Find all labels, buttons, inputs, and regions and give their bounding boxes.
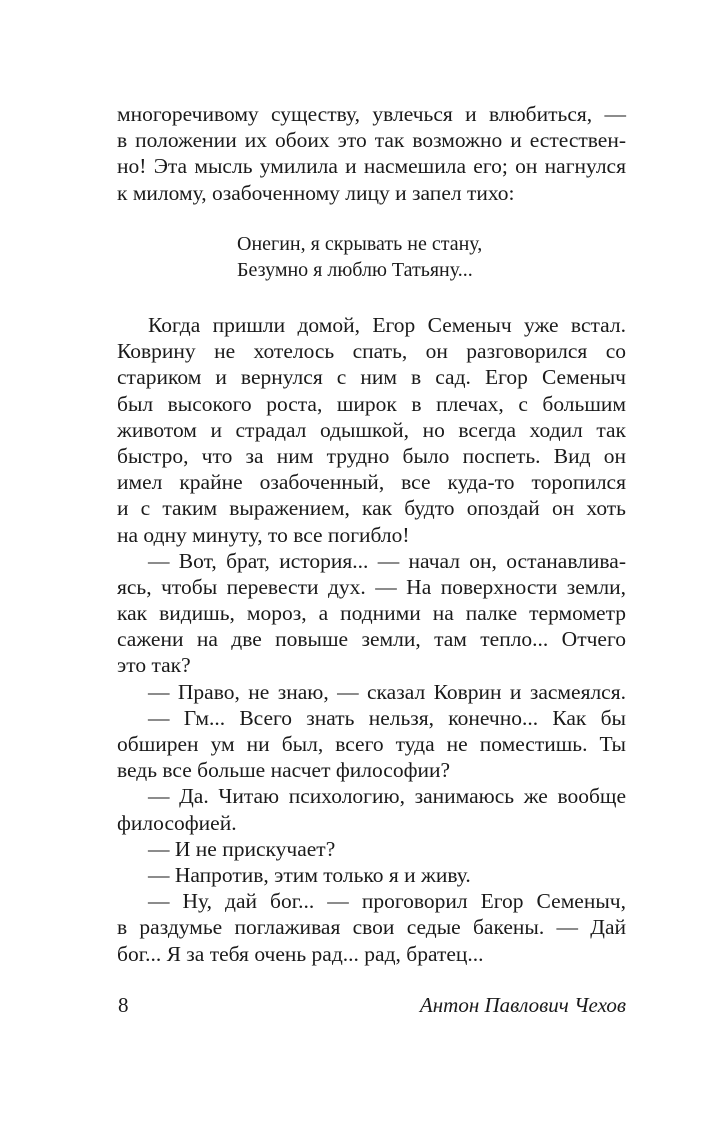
text-line: был высокого роста, широк в плечах, с большим xyxy=(117,391,626,416)
text-line: обширен ум ни был, всего туда не поместишь. Ты xyxy=(117,732,626,756)
text-line: Когда пришли домой, Егор Семеныч уже встал. xyxy=(148,313,626,337)
text-line: быстро, что за ним трудно было поспеть. Вид он xyxy=(117,443,626,468)
text-line: как видишь, мороз, а подними на палке термометр xyxy=(117,601,626,626)
running-footer-author: Антон Павлович Чехов xyxy=(419,993,626,1017)
text-line: имел крайне озабоченный, все куда-то торопился xyxy=(117,470,626,495)
text-line: на одну минуту, то все погибло! xyxy=(117,522,410,547)
text-line: но! Эта мысль умилила и насмешила его; он нагнулся xyxy=(117,154,626,179)
verse-line: Онегин, я скрывать не стану, xyxy=(237,233,483,255)
text-line: бог... Я за тебя очень рад... рад, братец... xyxy=(117,941,484,966)
text-line: философией. xyxy=(117,810,237,835)
text-line: сажени на две повыше земли, там тепло... Отчего xyxy=(117,627,626,652)
text-line: в положении их обоих это так возможно и естествен- xyxy=(117,128,626,153)
text-line: стариком и вернулся с ним в сад. Егор Семеныч xyxy=(117,365,626,390)
page-number: 8 xyxy=(118,993,129,1017)
text-line: — Напротив, этим только я и живу. xyxy=(148,862,471,887)
text-line: ясь, чтобы перевести дух. — На поверхности земли, xyxy=(117,574,626,599)
text-line: — Да. Читаю психологию, занимаюсь же вообще xyxy=(148,784,626,809)
text-line: к милому, озабоченному лицу и запел тихо: xyxy=(117,180,515,205)
text-line: — Гм... Всего знать нельзя, конечно... Как бы xyxy=(148,705,626,730)
main-text xyxy=(117,312,626,967)
text-line: в раздумье поглаживая свои седые бакены. — Дай xyxy=(117,915,626,940)
text-line: животом и страдал одышкой, но всегда ходил так xyxy=(117,417,626,442)
text-line: — И не прискучает? xyxy=(148,836,336,861)
text-line: — Ну, дай бог... — проговорил Егор Семеныч, xyxy=(148,889,626,914)
text-line: это так? xyxy=(117,653,191,678)
text-line: ведь все больше насчет философии? xyxy=(117,758,451,783)
text-line: — Право, не знаю, — сказал Коврин и засмеялся. xyxy=(148,679,626,704)
text-line: — Вот, брат, история... — начал он, останавлива- xyxy=(148,548,626,573)
verse-quote xyxy=(237,232,482,283)
top-paragraph xyxy=(117,101,626,206)
text-line: и с таким выражением, как будто опоздай он хоть xyxy=(117,496,626,521)
text-line: многоречивому существу, увлечься и влюбиться, — xyxy=(117,102,626,126)
verse-line: Безумно я люблю Татьяну... xyxy=(237,258,473,281)
text-line: Коврину не хотелось спать, он разговорился со xyxy=(117,339,626,364)
